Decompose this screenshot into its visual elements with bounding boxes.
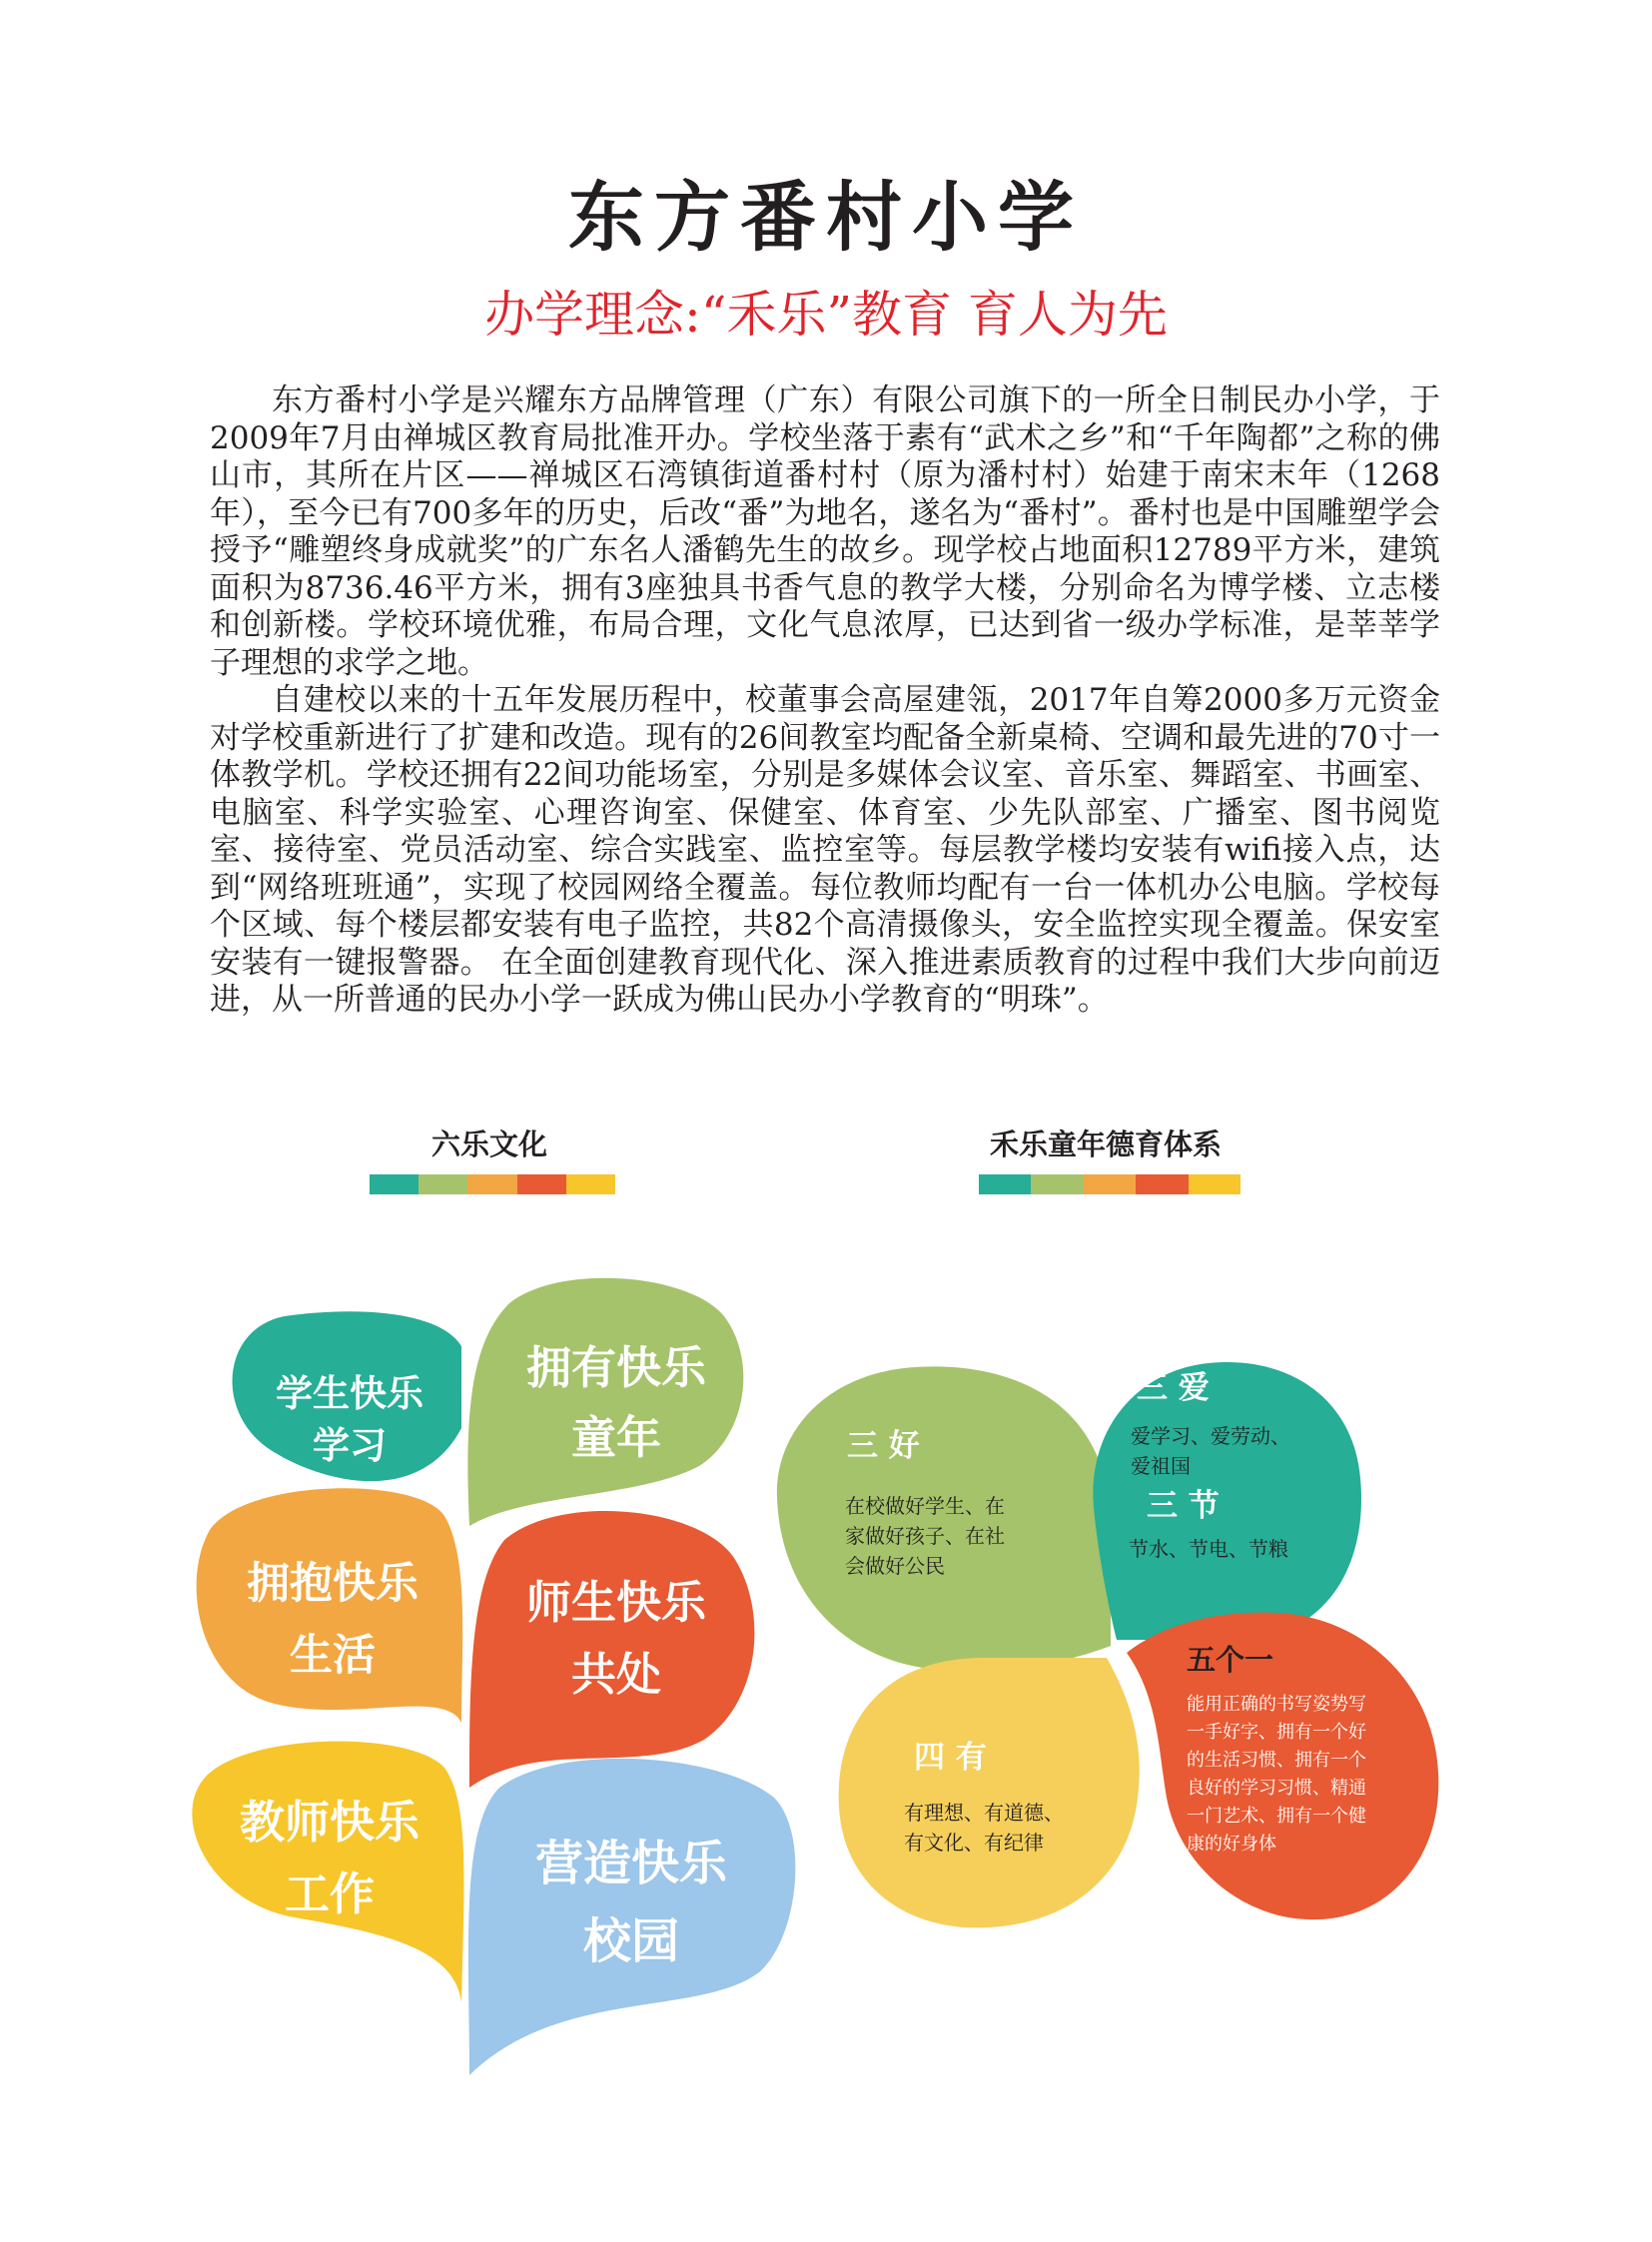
leaf-text: 良好的学习习惯、精通	[1187, 1778, 1366, 1799]
leaf-title: 四 有	[914, 1740, 987, 1776]
leaf-text: 的生活习惯、拥有一个	[1187, 1750, 1366, 1771]
intro-paragraph: 自建校以来的十五年发展历程中，校董事会高屋建瓴，2017年自筹2000多万元资金对学校重新进行了扩建和改造。现有的26间教室均配备全新桌椅、空调和最先进的70寸一体教学机。学校还拥有22间功能场室，分别是多媒体会议室、音乐室、舞蹈室、书画室、电脑室、科学实验室、心理咨询室、保健室、体育室、少先队部室、广播室、图书阅览室、接待室、党员活动室、综合实践室、监控室等。每层教学楼均安装有wifi接入点，达到“网络班班通”，实现了校园网络全覆盖。每位教师均配有一台一体机办公电脑。学校每个区域、每个楼层都安装有电子监控，共82个高清摄像头，安全监控实现全覆盖。保安室安装有一键报警器。 在全面创建教育现代化、深入推进素质教育的过程中我们大步向前迈进，从一所普通的民办小学一跃成为佛山民办小学教育的“明珠”。	[210, 682, 1440, 1018]
petal-label: 拥抱快乐	[247, 1559, 418, 1609]
petal-label: 师生快乐	[525, 1576, 707, 1629]
petal-label: 拥有快乐	[525, 1341, 707, 1394]
leaf-text: 会做好公民	[845, 1554, 945, 1578]
six-joy-heading: 六乐文化	[430, 1127, 547, 1161]
leaf-title: 五个一	[1187, 1643, 1274, 1677]
leaf-title: 三 爱	[1137, 1370, 1210, 1406]
petal-label: 生活	[290, 1631, 376, 1681]
leaf-text: 有文化、有纪律	[904, 1831, 1044, 1855]
petal-label: 教师快乐	[239, 1796, 420, 1849]
petal-label: 童年	[570, 1411, 662, 1464]
six-joy-tree	[192, 1278, 795, 2075]
petal-happy-childhood	[467, 1278, 743, 1526]
leaf-text: 康的好身体	[1187, 1834, 1276, 1855]
moral-system-heading: 禾乐童年德育体系	[989, 1127, 1222, 1161]
moral-system-clover	[777, 1362, 1438, 1927]
leaf-title: 三 好	[847, 1428, 920, 1464]
leaf-text: 爱学习、爱劳动、	[1131, 1424, 1290, 1448]
page-title: 东方番村小学	[568, 173, 1084, 262]
leaf-text: 节水、节电、节粮	[1129, 1537, 1288, 1561]
leaf-four-have	[839, 1658, 1140, 1927]
school-motto: 办学理念:“禾乐”教育 育人为先	[484, 286, 1168, 344]
leaf-text: 能用正确的书写姿势写	[1187, 1694, 1366, 1715]
petal-label: 共处	[570, 1648, 662, 1701]
petal-label: 工作	[284, 1868, 376, 1920]
petal-label: 学生快乐	[276, 1372, 423, 1415]
leaf-text: 在校做好学生、在	[845, 1494, 1005, 1518]
leaf-three-love	[1093, 1362, 1361, 1640]
leaf-text: 家做好孩子、在社	[845, 1524, 1005, 1548]
intro-paragraph: 东方番村小学是兴耀东方品牌管理（广东）有限公司旗下的一所全日制民办小学，于2009年7月由禅城区教育局批准开办。学校坐落于素有“武术之乡”和“千年陶都”之称的佛山市，其所在片区——禅城区石湾镇街道番村村（原为潘村村）始建于南宋末年（1268年），至今已有700多年的历史，后改“番”为地名，遂名为“番村”。番村也是中国雕塑学会授予“雕塑终身成就奖”的广东名人潘鹤先生的故乡。现学校占地面积12789平方米，建筑面积为8736.46平方米，拥有3座独具书香气息的教学大楼，分别命名为博学楼、立志楼和创新楼。学校环境优雅，布局合理，文化气息浓厚，已达到省一级办学标准，是莘莘学子理想的求学之地。	[210, 382, 1440, 681]
leaf-text: 有理想、有道德、	[904, 1801, 1064, 1825]
petal-label: 学习	[313, 1424, 387, 1467]
leaf-text: 爱祖国	[1131, 1454, 1191, 1478]
leaf-three-good	[777, 1366, 1111, 1671]
leaf-text: 一手好字、拥有一个好	[1187, 1722, 1366, 1743]
petal-label: 校园	[582, 1913, 680, 1969]
leaf-title: 三 节	[1147, 1488, 1220, 1524]
petal-label: 营造快乐	[534, 1836, 728, 1891]
leaf-text: 一门艺术、拥有一个健	[1187, 1806, 1366, 1827]
